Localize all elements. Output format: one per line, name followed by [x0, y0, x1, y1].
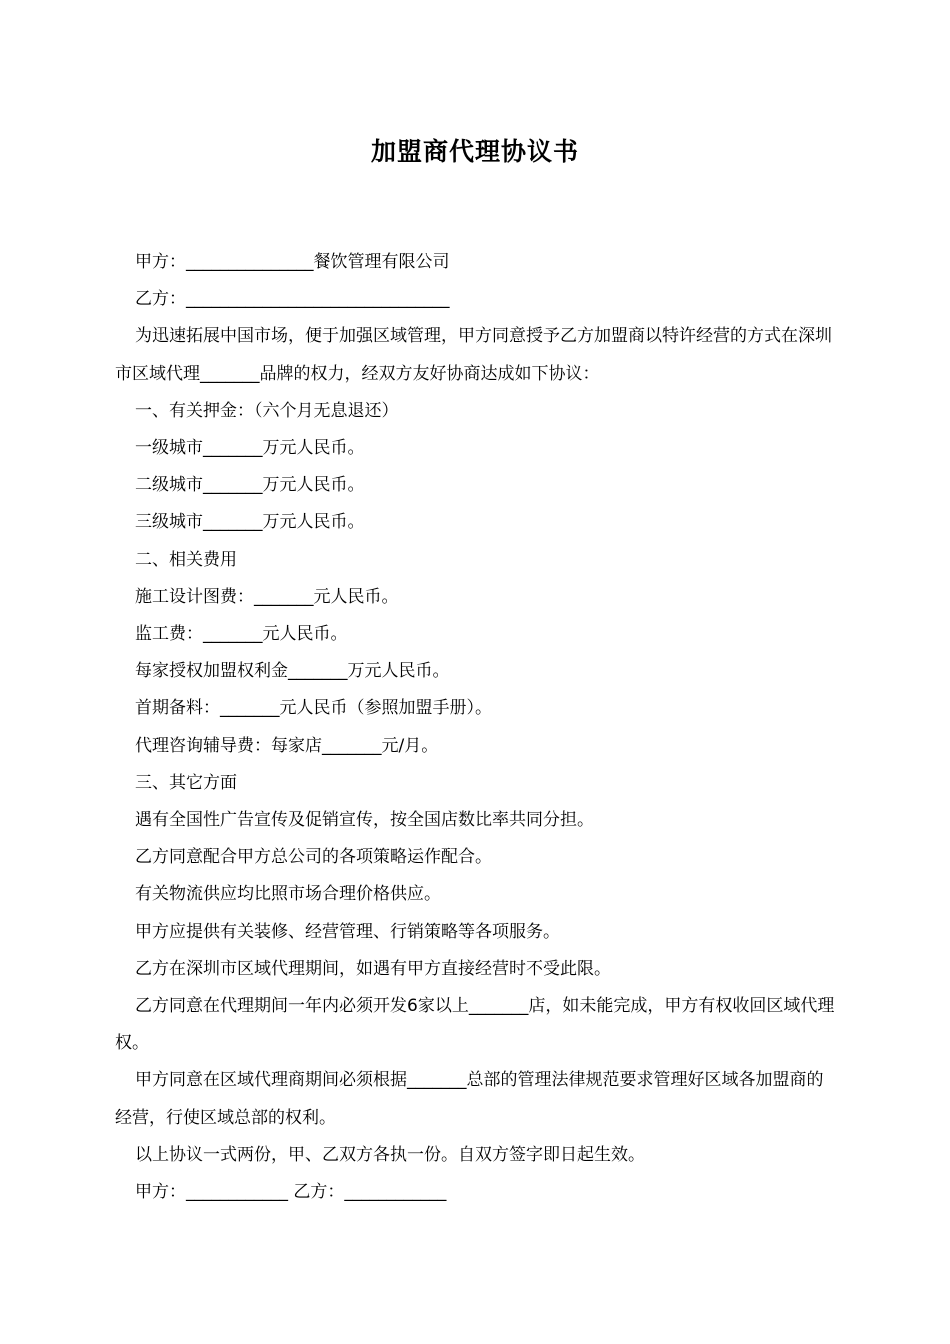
deposit-tier-2: 二级城市_______万元人民币。	[135, 475, 365, 496]
clause-advertising: 遇有全国性广告宣传及促销宣传，按全国店数比率共同分担。	[135, 810, 594, 831]
clause-logistics: 有关物流供应均比照市场合理价格供应。	[135, 884, 441, 905]
clause-copies: 以上协议一式两份，甲、乙双方各执一份。自双方签字即日起生效。	[135, 1144, 645, 1165]
clause-cooperation: 乙方同意配合甲方总公司的各项策略运作配合。	[135, 847, 492, 868]
section-heading-fees: 二、相关费用	[135, 549, 237, 570]
clause-management: 甲方同意在区域代理商期间必须根据_______总部的管理法律规范要求管理好区域各加盟商的经营，行使区域总部的权利。	[115, 1070, 824, 1128]
preamble-paragraph: 为迅速拓展中国市场，便于加强区域管理，甲方同意授予乙方加盟商以特许经营的方式在深圳市区域代理_______品牌的权力，经双方友好协商达成如下协议：	[115, 326, 832, 384]
fee-supervision: 监工费：_______元人民币。	[135, 624, 348, 645]
document-body	[115, 244, 837, 1211]
signature-line: 甲方：____________ 乙方：____________	[135, 1182, 447, 1203]
party-a-line: 甲方：_______________餐饮管理有限公司	[135, 252, 450, 272]
clause-development-target: 乙方同意在代理期间一年内必须开发6家以上_______店，如未能完成，甲方有权收回区域代理权。	[115, 996, 835, 1054]
fee-franchise: 每家授权加盟权利金_______万元人民币。	[135, 661, 450, 682]
deposit-tier-3: 三级城市_______万元人民币。	[135, 512, 365, 533]
fee-design: 施工设计图费：_______元人民币。	[135, 586, 399, 607]
section-heading-deposit: 一、有关押金：（六个月无息退还）	[135, 400, 399, 421]
section-heading-other: 三、其它方面	[135, 772, 237, 793]
party-b-line: 乙方：_______________________________	[135, 289, 450, 310]
deposit-tier-1: 一级城市_______万元人民币。	[135, 438, 365, 459]
fee-initial-materials: 首期备料：_______元人民币（参照加盟手册）。	[135, 698, 492, 719]
clause-services: 甲方应提供有关装修、经营管理、行销策略等各项服务。	[135, 921, 560, 942]
fee-consulting: 代理咨询辅导费：每家店_______元/月。	[135, 735, 439, 756]
clause-direct-operation: 乙方在深圳市区域代理期间，如遇有甲方直接经营时不受此限。	[135, 958, 611, 979]
document-title: 加盟商代理协议书	[370, 137, 579, 166]
